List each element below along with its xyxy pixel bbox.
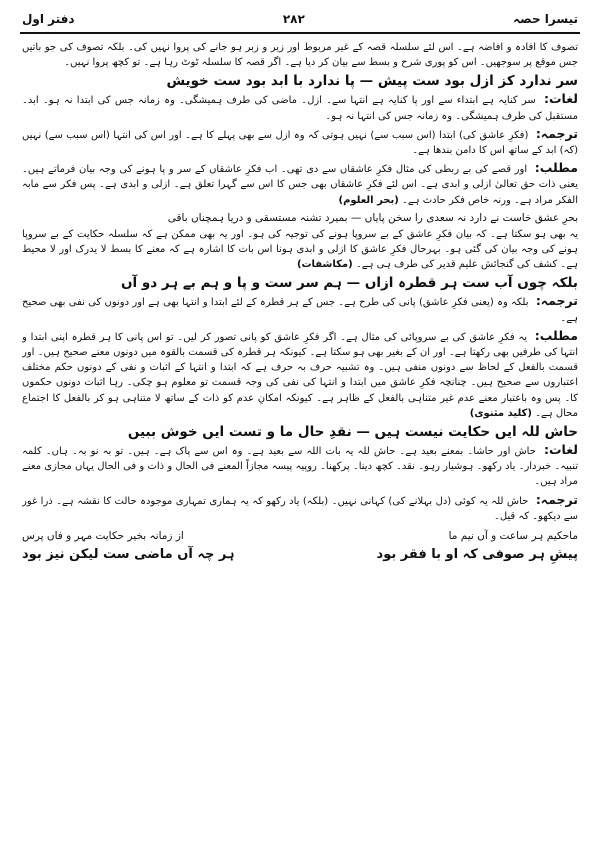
matlab-label: مطلب: [534, 160, 578, 176]
closing-verses [22, 528, 578, 564]
reference: (کلید مثنوی) [469, 407, 532, 419]
lughat-paragraph-1 [22, 91, 578, 123]
lughat-label: لغات: [543, 442, 578, 458]
verse-heading-1: سر ندارد کز ازل بود ست پیش — پا ندارد با ابد بود ست خویش [166, 73, 578, 90]
verse-right-hemistich: پیشِ ہر صوفی کہ او با فقر بود [376, 547, 578, 563]
matlab-text: یہ فکرِ عاشق کی بے سروپائی کی مثال ہے۔ اگر فکرِ عاشق کو پانی تصور کر لیں۔ تو اس پانی کا ہر قطرہ اپنی ابتدا و انتہا کی طرفیں بھی رکھتا ہے۔ اور ان کے بغیر بھی ہو سکتا ہے۔ کیونکہ ہر قطرہ کی قسمت بالقوہ میں دونوں معنے صحیح ہیں۔ اور قسمت بالفعل کے لحاظ سے دونوں منفی ہیں۔ وہ تشبیہ حرف بہ حرف ہے کہ ابتدا و انتہا کے اثبات و نفی کے دونوں حکم مختلف اعتباروں سے صحیح ہیں۔ چنانچہ فکرِ عاشق میں ابتدا و انتہا کی نفی کی وجہ قسمت تو معلوم ہو چکی۔ رہا اثبات دونوں حکموں کا۔ پس وہ باعتبار معنے عدم غیر متناہی بالفعل کے ظاہر ہے۔ کیونکہ امکانِ عدم کو ذات کے ساتھ لا متناہی ہو کر بالفعل کا اجتماع محال ہے۔ [22, 331, 578, 419]
matlab-text-continued: یہ بھی ہو سکتا ہے۔ کہ بیان فکرِ عاشق کے بے سروپا ہونے کی توجیہ کی ہو۔ اور یہ بھی ممکن ہے کہ سلسلہ حکایت کے بے سروپا ہونے کی وجہ بیان کی گئی ہو۔ بہرحال فکرِ عاشق کا ازلی و ابدی ہونا اس بات کا اشارہ ہے کہ معنے کا بسط لا یدرک اور لا محیط ہے۔ کشف کی گنجائش علیم قدیر کی طرف ہی ہے۔ [22, 228, 578, 271]
lughat-paragraph-2 [22, 442, 578, 490]
verse-heading-4: حاش للہ ایں حکایت نیست ہیں — نقدِ حال ما و تست ایں خوش ببیں [127, 424, 578, 441]
lughat-text: سر کنایہ ہے ابتداء سے اور پا کنایہ ہے انتہا سے۔ ازل۔ ماضی کی طرف ہمیشگی۔ وہ زمانہ جس کی ابتدا نہ ہو۔ ابد۔ مستقبل کی طرف ہمیشگی۔ وہ زمانہ جس کی انتہا نہ ہو۔ [22, 95, 578, 122]
lughat-label: لغات: [543, 91, 578, 107]
tarjuma-label: ترجمہ: [535, 293, 578, 309]
tarjuma-paragraph-2 [22, 293, 578, 325]
verse-right-hemistich: ماحکیم ہر ساعت و آں نیم ما [448, 530, 578, 543]
matlab-paragraph-1b [22, 227, 578, 273]
header-rule [20, 32, 580, 34]
verse-left-hemistich: ہر چہ آں ماضی ست لیکن نیز بود [22, 547, 235, 563]
tarjuma-text: حاش للہ یہ کوئی (دل بہلانے کی) کہانی نہیں۔ (بلکہ) یاد رکھو کہ یہ ہماری تمہاری موجودہ حالت کا نقشہ ہے۔ ذرا غور سے دیکھو۔ کہ قیل۔ [22, 495, 578, 522]
tarjuma-text: بلکہ وہ (یعنی فکرِ عاشق) پانی کی طرح ہے۔ جس کے ہر قطرہ کے لئے ابتدا و انتہا بھی ہے اور دونوں کی نفی بھی صحیح ہے۔ [22, 297, 578, 324]
part-title: دفتر اول [22, 12, 75, 26]
page-header [22, 8, 578, 30]
tarjuma-label: ترجمہ: [535, 125, 578, 141]
verse-heading-3: بلکہ چوں آب ست ہر قطرہ ازاں — ہم سر ست و پا و ہم بے ہر دو آں [121, 275, 578, 292]
intro-paragraph: تصوف کا افادہ و افاضہ ہے۔ اس لئے سلسلہ قصہ کے غیر مربوط اور زیر و زبر ہو جانے کی پروا نہیں کی۔ بلکہ تصوف کی جو باتیں جس موقع پر سوجھیں۔ اس کو پوری شرح و بسط سے بیان کر دیا ہے۔ اگر قصہ کا سلسلہ ٹوٹ رہا ہے۔ تو کچھ پروا نہیں۔ [22, 42, 578, 69]
section-title: تیسرا حصہ [513, 12, 578, 26]
matlab-text: اور قصے کی بے ربطی کی مثال فکرِ عاشقاں سے دی تھی۔ اب فکرِ عاشقاں کے سر و پا ہونے کی وجہ بیان فرماتے ہیں۔ یعنی ذات حق تعالیٰ ازلی و ابدی ہے۔ اس لئے فکرِ عاشقاں بھی جس کا اس سے گہرا تعلق ہے۔ ازلی و ابدی ہے۔ پس فکر سے مابہ الفکر مراد ہے۔ ورنہ خاص فکر حادث ہے۔ [22, 164, 578, 206]
lughat-text: حاش اور حاشا۔ بمعنے بعید ہے۔ حاش للہ یہ بات اللہ سے بعید ہے۔ وہ اس سے پاک ہے۔ ہیں۔ تو بہ نو بہ۔ ہاں۔ کلمہ تنبیہ۔ خبردار۔ یاد رکھو۔ ہوشیار رہو۔ نقد۔ کچھ دینا۔ پرکھنا۔ روپیہ پیسہ مجازاً المعنے فی الحال و ذات و فی الحال یہاں مجازی معنے مراد ہیں۔ [22, 446, 578, 488]
matlab-paragraph-2 [22, 328, 578, 421]
tarjuma-paragraph-3 [22, 492, 578, 524]
matlab-label: مطلب: [534, 327, 578, 343]
tarjuma-paragraph-1 [22, 126, 578, 158]
tarjuma-label: ترجمہ: [535, 491, 578, 507]
closing-verse-1 [22, 528, 578, 544]
verse-2: بحرِ عشق خاست نے دارد نہ سعدی را سخن پایاں — بمیرد تشنہ مستسقی و دریا ہمچناں باقی [167, 211, 578, 224]
page-number: ۲۸۲ [282, 12, 305, 26]
tarjuma-text: (فکرِ عاشق کی) ابتدا (اس سبب سے) نہیں ہوتی کہ وہ ازل سے بھی پہلے کا ہے۔ اور اس کی انتہا (اس سبب سے) نہیں (کہ) ابد کے ساتھ اس کا دامن بندھا ہے۔ [22, 129, 578, 157]
verse-left-hemistich: از زمانہ بخیر حکایت مہر و فاں پرس [22, 530, 184, 543]
reference: (بحر العلوم) [338, 194, 399, 206]
matlab-paragraph-1 [22, 160, 578, 208]
page-body [22, 40, 578, 835]
closing-verse-2 [22, 545, 578, 564]
reference: (مکاشفات) [296, 259, 353, 271]
